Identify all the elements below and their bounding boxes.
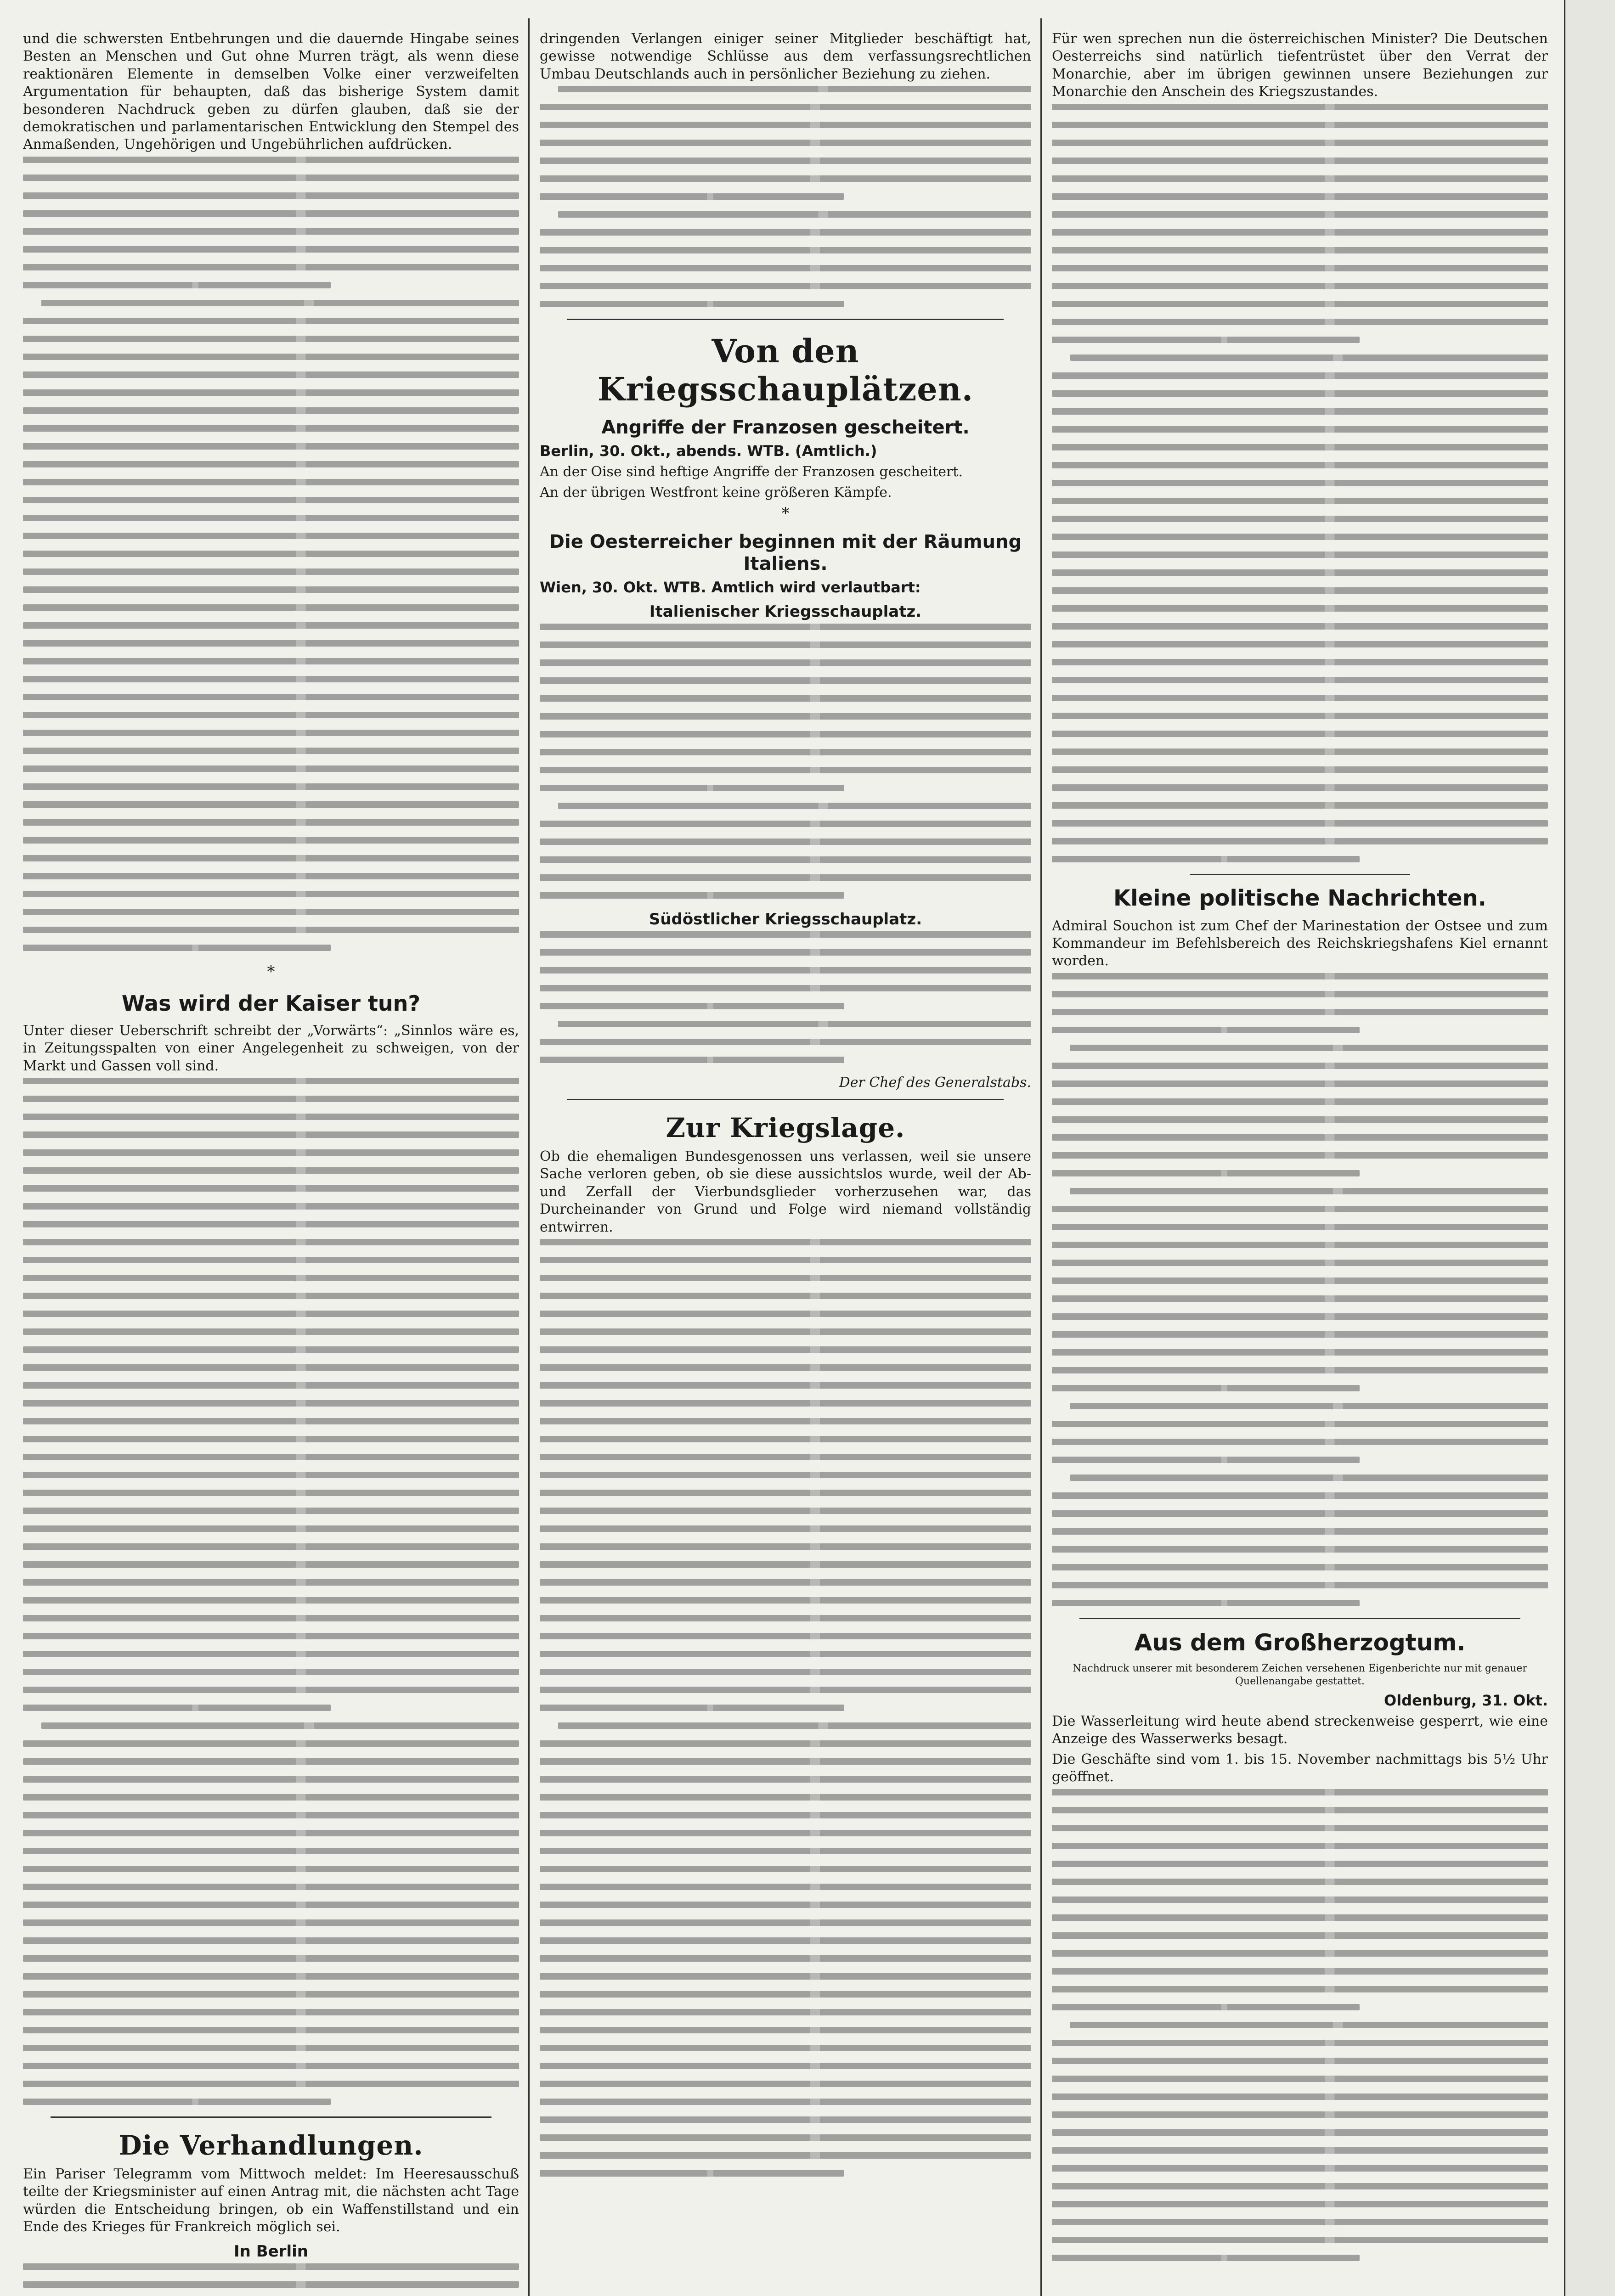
subhead-italienischer-kriegsschauplatz: Italienischer Kriegsschauplatz.	[649, 602, 922, 621]
separator-star: *	[267, 962, 275, 981]
illegible-text-block	[1052, 104, 1548, 862]
column-divider	[1040, 18, 1042, 2296]
dateline-oldenburg: Oldenburg, 31. Okt.	[1384, 1692, 1548, 1710]
illegible-text-block	[540, 624, 1031, 899]
signature-generalstab: Der Chef des Generalstabs.	[839, 1074, 1031, 1091]
illegible-text-block	[540, 86, 1031, 307]
illegible-text-block	[540, 1239, 1031, 2177]
separator-star: *	[781, 504, 790, 523]
illegible-text-block	[23, 157, 519, 951]
reprint-note: Nachdruck unserer mit besonderem Zeichen versehenen Eigenberichte nur mit genauer Quellenangabe gestattet.	[1073, 1662, 1527, 1687]
article-text: Ob die ehemaligen Bundesgenossen uns verlassen, weil sie unsere Sache verloren geben, ob sie diese aussichtslos wurde, weil der Ab- und Zerfall der Vierbundsglieder vorherzusehen war, das Durcheinander von Grund und Folge wird niemand vollständig entwirren.	[540, 1148, 1031, 1235]
dateline-berlin: Berlin, 30. Okt., abends. WTB. (Amtlich.)	[540, 442, 877, 460]
column-1	[18, 28, 524, 2296]
section-rule	[567, 319, 1004, 320]
section-rule	[567, 1099, 1004, 1100]
illegible-text-block	[23, 2263, 519, 2296]
illegible-text-block	[23, 1078, 519, 2105]
subhead-in-berlin: In Berlin	[234, 2242, 308, 2261]
article-text: und die schwersten Entbehrungen und die dauernde Hingabe seines Besten an Menschen und Gut ohne Murren trägt, als wenn diese reaktionären Elemente in demselben Volke einer verzweifelten Argumentation für behaupten, daß das bisherige System damit besonderen Nachdruck geben zu dürfen glauben, daß sie der demokratischen und parlamentarischen Entwicklung den Stempel des Anmaßenden, Ungehörigen und Ungebührlichen aufdrücken.	[23, 31, 519, 153]
column-2	[535, 28, 1036, 2296]
article-text: Die Geschäfte sind vom 1. bis 15. November nachmittags bis 5½ Uhr geöffnet.	[1052, 1751, 1548, 1785]
headline-verhandlungen: Die Verhandlungen.	[119, 2129, 424, 2161]
article-text: Die Wasserleitung wird heute abend streckenweise gesperrt, wie eine Anzeige des Wasserwerks besagt.	[1052, 1713, 1548, 1747]
headline-kleine-nachrichten: Kleine politische Nachrichten.	[1113, 885, 1487, 911]
subhead-suedoestlicher-kriegsschauplatz: Südöstlicher Kriegsschauplatz.	[649, 910, 922, 929]
article-text: An der übrigen Westfront keine größeren Kämpfe.	[540, 484, 892, 501]
headline-kriegsschauplaetze: Von den Kriegsschauplätzen.	[597, 332, 974, 409]
adjacent-page-edge	[1564, 0, 1615, 2296]
subhead-franzosen: Angriffe der Franzosen gescheitert.	[601, 417, 970, 439]
subhead-oesterreicher: Die Oesterreicher beginnen mit der Räumung Italiens.	[549, 531, 1022, 574]
column-3	[1047, 28, 1553, 2296]
headline-kriegslage: Zur Kriegslage.	[666, 1112, 905, 1143]
column-divider	[528, 18, 530, 2296]
section-rule	[51, 2116, 491, 2118]
article-text: Für wen sprechen nun die österreichischen Minister? Die Deutschen Oesterreichs sind natürlich tiefentrüstet über den Verrat der Monarchie, aber im übrigen gewinnen unsere Beziehungen zur Monarchie den Anschein des Kriegszustandes.	[1052, 31, 1548, 100]
article-text: An der Oise sind heftige Angriffe der Franzosen gescheitert.	[540, 464, 963, 480]
headline-grossherzogtum: Aus dem Großherzogtum.	[1134, 1629, 1466, 1656]
dateline-wien: Wien, 30. Okt. WTB. Amtlich wird verlautbart:	[540, 578, 921, 596]
illegible-text-block	[1052, 973, 1548, 1606]
article-text: Admiral Souchon ist zum Chef der Marinestation der Ostsee und zum Kommandeur im Befehlsbereich des Reichskriegshafens Kiel ernannt worden.	[1052, 917, 1548, 969]
section-rule	[1190, 874, 1410, 875]
article-text: Unter dieser Ueberschrift schreibt der „Vorwärts“: „Sinnlos wäre es, in Zeitungsspalten von einer Angelegenheit zu schweigen, von der Markt und Gassen voll sind.	[23, 1022, 519, 1074]
article-text: Ein Pariser Telegramm vom Mittwoch meldet: Im Heeresausschuß teilte der Kriegsminister auf einen Antrag mit, die nächsten acht Tage würden die Entscheidung bringen, ob ein Waffenstillstand und ein Ende des Krieges für Frankreich möglich sei.	[23, 2166, 519, 2235]
headline-kaiser: Was wird der Kaiser tun?	[121, 990, 421, 1016]
article-text: dringenden Verlangen einiger seiner Mitglieder beschäftigt hat, gewisse notwendige Schlüsse aus dem verfassungsrechtlichen Umbau Deutschlands auch in persönlicher Beziehung zu ziehen.	[540, 31, 1031, 82]
illegible-text-block	[1052, 1789, 1548, 2261]
section-rule	[1079, 1618, 1520, 1619]
illegible-text-block	[540, 931, 1031, 1063]
